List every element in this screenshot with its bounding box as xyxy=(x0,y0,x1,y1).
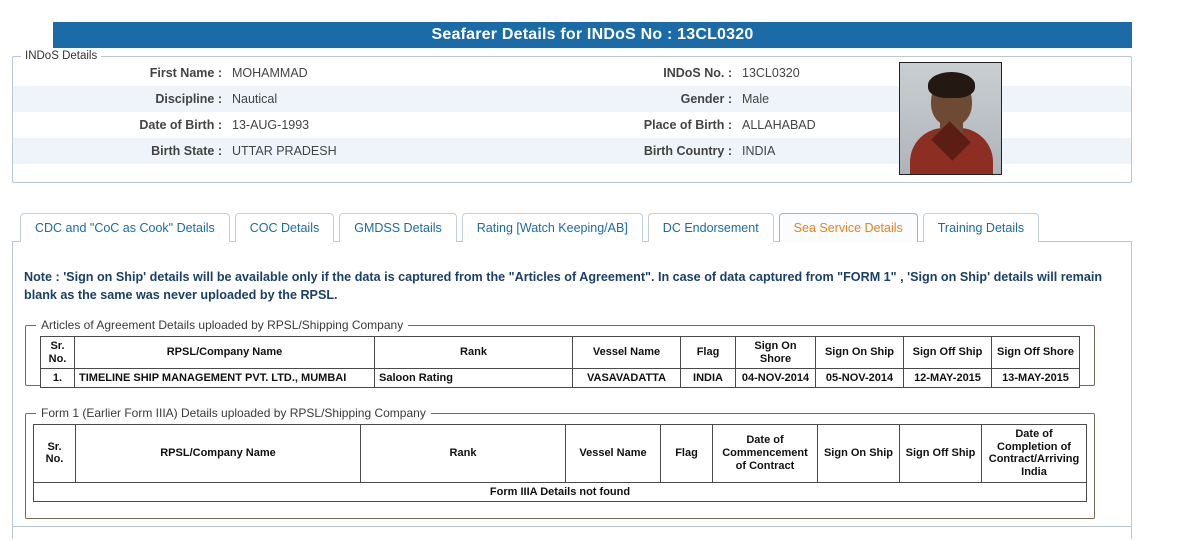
table-row xyxy=(41,369,1080,388)
column-header-company: RPSL/Company Name xyxy=(75,337,375,369)
gender-label: Gender : xyxy=(680,92,732,106)
note-text xyxy=(24,268,1114,305)
column-header-sign-on-ship: Sign On Ship xyxy=(816,337,904,369)
articles-of-agreement-table xyxy=(40,336,1080,388)
column-header-sign-off-ship: Sign Off Ship xyxy=(900,425,982,483)
column-header-sign-off-ship: Sign Off Ship xyxy=(904,337,992,369)
birth-country-value: INDIA xyxy=(742,144,776,158)
column-header-flag: Flag xyxy=(681,337,736,369)
cell-sr-no: 1. xyxy=(41,369,75,388)
form1-section xyxy=(25,406,1095,519)
tab-coc-details[interactable]: COC Details xyxy=(235,213,334,242)
note-body: 'Sign on Ship' details will be available only if the data is captured from the "Articles of Agreement". In case of data captured from "FORM 1" , 'Sign on Ship' details will remain blank as the same was never uploaded by the RPSL. xyxy=(24,270,1103,303)
column-header-flag: Flag xyxy=(661,425,713,483)
cell-sign-on-shore: 04-NOV-2014 xyxy=(736,369,816,388)
tab-cdc-and-coc-as-cook-details[interactable]: CDC and "CoC as Cook" Details xyxy=(20,213,230,242)
column-header-sr-no: Sr. No. xyxy=(41,337,75,369)
form1-table xyxy=(33,424,1087,502)
tab-sea-service-details[interactable]: Sea Service Details xyxy=(779,213,918,242)
birth-state-label: Birth State : xyxy=(151,144,222,158)
column-header-vessel-name: Vessel Name xyxy=(566,425,661,483)
column-header-date-of-commencement: Date of Commencement of Contract xyxy=(713,425,818,483)
photo-cell xyxy=(1013,60,1131,86)
first-name-label: First Name : xyxy=(149,66,222,80)
tab-dc-endorsement[interactable]: DC Endorsement xyxy=(648,213,774,242)
column-header-vessel-name: Vessel Name xyxy=(573,337,681,369)
articles-of-agreement-legend: Articles of Agreement Details uploaded by RPSL/Shipping Company xyxy=(41,318,404,332)
column-header-rank: Rank xyxy=(375,337,573,369)
column-header-sign-on-ship: Sign On Ship xyxy=(818,425,900,483)
tab-rating-watch-keeping-ab[interactable]: Rating [Watch Keeping/AB] xyxy=(462,213,643,242)
page-title: Seafarer Details for INDoS No : 13CL0320 xyxy=(53,22,1132,48)
discipline-value: Nautical xyxy=(232,92,278,106)
avatar-hair xyxy=(928,72,975,98)
panel-bottom-edge xyxy=(12,527,1132,539)
first-name-value: MOHAMMAD xyxy=(232,66,308,80)
photo-cell xyxy=(1013,138,1131,164)
discipline-label: Discipline : xyxy=(155,92,222,106)
place-of-birth-label: Place of Birth : xyxy=(643,118,732,132)
birth-country-label: Birth Country : xyxy=(643,144,732,158)
column-header-date-of-completion: Date of Completion of Contract/Arriving India xyxy=(982,425,1087,483)
photo-cell xyxy=(1013,86,1131,112)
avatar xyxy=(899,62,1002,175)
empty-message: Form IIIA Details not found xyxy=(34,482,1087,501)
birth-state-value: UTTAR PRADESH xyxy=(232,144,337,158)
note-prefix: Note : xyxy=(24,270,64,284)
place-of-birth-value: ALLAHABAD xyxy=(742,118,816,132)
cell-sign-off-ship: 12-MAY-2015 xyxy=(904,369,992,388)
photo-cell xyxy=(1013,112,1131,138)
form1-legend: Form 1 (Earlier Form IIIA) Details uploaded by RPSL/Shipping Company xyxy=(41,406,426,420)
tab-training-details[interactable]: Training Details xyxy=(923,213,1039,242)
indos-no-value: 13CL0320 xyxy=(742,66,800,80)
table-header-row xyxy=(41,337,1080,369)
column-header-company: RPSL/Company Name xyxy=(76,425,361,483)
cell-vessel-name: VASAVADATTA xyxy=(573,369,681,388)
table-header-row xyxy=(34,425,1087,483)
indos-details-legend: INDoS Details xyxy=(25,50,98,62)
column-header-sign-off-shore: Sign Off Shore xyxy=(992,337,1080,369)
column-header-sign-on-shore: Sign On Shore xyxy=(736,337,816,369)
table-row-empty xyxy=(34,482,1087,501)
date-of-birth-label: Date of Birth : xyxy=(139,118,222,132)
indos-no-label: INDoS No. : xyxy=(663,66,732,80)
cell-flag: INDIA xyxy=(681,369,736,388)
articles-of-agreement-section xyxy=(25,318,1095,386)
column-header-sr-no: Sr. No. xyxy=(34,425,76,483)
date-of-birth-value: 13-AUG-1993 xyxy=(232,118,310,132)
cell-sign-off-shore: 13-MAY-2015 xyxy=(992,369,1080,388)
tab-bar xyxy=(12,212,1132,242)
cell-sign-on-ship: 05-NOV-2014 xyxy=(816,369,904,388)
column-header-rank: Rank xyxy=(361,425,566,483)
cell-rank: Saloon Rating xyxy=(375,369,573,388)
gender-value: Male xyxy=(742,92,770,106)
cell-company: TIMELINE SHIP MANAGEMENT PVT. LTD., MUMBAI xyxy=(75,369,375,388)
tab-gmdss-details[interactable]: GMDSS Details xyxy=(339,213,457,242)
